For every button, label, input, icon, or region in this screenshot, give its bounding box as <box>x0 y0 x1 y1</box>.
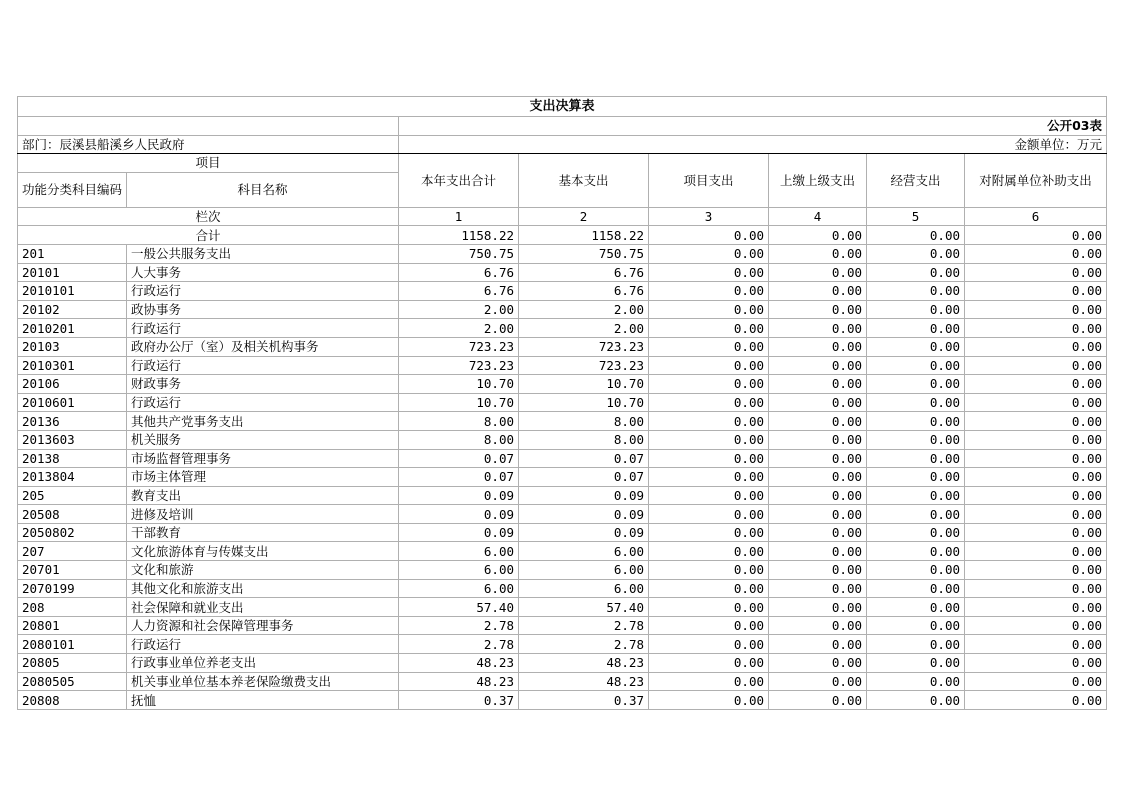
row-value: 0.00 <box>867 244 965 263</box>
table-row <box>18 337 1107 356</box>
row-value: 0.00 <box>769 375 867 394</box>
row-value: 0.00 <box>965 542 1107 561</box>
table-row <box>18 505 1107 524</box>
row-value: 0.00 <box>965 393 1107 412</box>
row-code: 20103 <box>18 337 127 356</box>
row-value: 0.00 <box>649 430 769 449</box>
row-value: 0.07 <box>519 449 649 468</box>
row-value: 0.00 <box>769 412 867 431</box>
row-name: 行政事业单位养老支出 <box>127 654 399 673</box>
table-row <box>18 319 1107 338</box>
row-value: 8.00 <box>519 412 649 431</box>
row-name: 市场主体管理 <box>127 468 399 487</box>
row-value: 0.09 <box>399 505 519 524</box>
row-name: 干部教育 <box>127 523 399 542</box>
header-code: 功能分类科目编码 <box>18 172 127 207</box>
row-value: 0.00 <box>867 542 965 561</box>
row-value: 0.00 <box>649 263 769 282</box>
row-value: 0.00 <box>867 337 965 356</box>
row-code: 20701 <box>18 561 127 580</box>
row-value: 0.00 <box>649 579 769 598</box>
row-value: 0.00 <box>965 635 1107 654</box>
row-code: 20136 <box>18 412 127 431</box>
row-value: 0.00 <box>649 337 769 356</box>
row-value: 0.00 <box>769 300 867 319</box>
row-value: 8.00 <box>399 430 519 449</box>
row-value: 0.00 <box>965 505 1107 524</box>
row-name: 一般公共服务支出 <box>127 244 399 263</box>
row-value: 0.00 <box>965 468 1107 487</box>
row-value: 0.00 <box>867 523 965 542</box>
row-value: 0.00 <box>649 319 769 338</box>
row-value: 0.00 <box>769 505 867 524</box>
row-value: 0.00 <box>867 635 965 654</box>
table-row <box>18 412 1107 431</box>
row-value: 2.00 <box>519 300 649 319</box>
row-code: 20801 <box>18 616 127 635</box>
expenditure-table <box>17 96 1107 710</box>
row-name: 抚恤 <box>127 691 399 710</box>
row-value: 0.00 <box>867 375 965 394</box>
row-value: 10.70 <box>519 375 649 394</box>
row-value: 2.78 <box>519 616 649 635</box>
row-code: 2010601 <box>18 393 127 412</box>
row-code: 20138 <box>18 449 127 468</box>
row-name: 行政运行 <box>127 393 399 412</box>
row-value: 2.78 <box>399 635 519 654</box>
table-row <box>18 393 1107 412</box>
total-value: 0.00 <box>867 226 965 245</box>
row-value: 0.00 <box>649 505 769 524</box>
row-value: 0.00 <box>965 430 1107 449</box>
row-value: 0.00 <box>867 654 965 673</box>
header-name: 科目名称 <box>127 172 399 207</box>
table-row <box>18 616 1107 635</box>
row-value: 2.78 <box>399 616 519 635</box>
row-name: 人大事务 <box>127 263 399 282</box>
row-code: 207 <box>18 542 127 561</box>
row-value: 0.00 <box>649 449 769 468</box>
row-name: 文化和旅游 <box>127 561 399 580</box>
row-value: 0.00 <box>965 598 1107 617</box>
row-value: 0.00 <box>769 430 867 449</box>
row-code: 2080101 <box>18 635 127 654</box>
row-value: 6.00 <box>519 561 649 580</box>
row-value: 0.00 <box>649 412 769 431</box>
table-row <box>18 356 1107 375</box>
row-code: 20508 <box>18 505 127 524</box>
row-value: 0.00 <box>769 635 867 654</box>
row-value: 0.00 <box>965 616 1107 635</box>
row-value: 0.00 <box>867 561 965 580</box>
row-value: 723.23 <box>399 356 519 375</box>
row-code: 20106 <box>18 375 127 394</box>
row-value: 0.00 <box>965 579 1107 598</box>
row-value: 0.00 <box>867 412 965 431</box>
row-code: 2013804 <box>18 468 127 487</box>
row-value: 0.37 <box>519 691 649 710</box>
row-value: 0.00 <box>965 691 1107 710</box>
row-value: 0.00 <box>649 244 769 263</box>
row-value: 0.00 <box>867 300 965 319</box>
table-row <box>18 579 1107 598</box>
row-value: 6.00 <box>519 579 649 598</box>
row-value: 0.09 <box>519 486 649 505</box>
total-value: 0.00 <box>649 226 769 245</box>
row-value: 0.00 <box>867 579 965 598</box>
column-number: 4 <box>769 207 867 226</box>
header-subsidy: 对附属单位补助支出 <box>965 154 1107 208</box>
row-value: 0.00 <box>649 691 769 710</box>
row-value: 0.00 <box>769 672 867 691</box>
row-name: 政府办公厅（室）及相关机构事务 <box>127 337 399 356</box>
row-value: 0.00 <box>649 598 769 617</box>
table-row <box>18 542 1107 561</box>
row-value: 0.00 <box>769 486 867 505</box>
row-value: 0.00 <box>769 598 867 617</box>
row-name: 行政运行 <box>127 356 399 375</box>
header-business: 经营支出 <box>867 154 965 208</box>
header-item: 项目 <box>18 154 399 173</box>
row-value: 0.37 <box>399 691 519 710</box>
total-label: 合计 <box>18 226 399 245</box>
row-value: 0.00 <box>867 393 965 412</box>
row-value: 48.23 <box>399 654 519 673</box>
table-row <box>18 672 1107 691</box>
row-name: 社会保障和就业支出 <box>127 598 399 617</box>
department-label: 部门：辰溪县船溪乡人民政府 <box>18 135 399 154</box>
row-value: 0.07 <box>399 449 519 468</box>
column-number: 3 <box>649 207 769 226</box>
row-value: 0.00 <box>867 263 965 282</box>
row-value: 0.00 <box>965 486 1107 505</box>
row-value: 48.23 <box>519 654 649 673</box>
row-value: 48.23 <box>519 672 649 691</box>
row-value: 0.00 <box>965 672 1107 691</box>
row-name: 政协事务 <box>127 300 399 319</box>
column-number: 1 <box>399 207 519 226</box>
row-value: 0.00 <box>965 412 1107 431</box>
row-value: 2.00 <box>519 319 649 338</box>
row-name: 其他共产党事务支出 <box>127 412 399 431</box>
row-name: 进修及培训 <box>127 505 399 524</box>
row-value: 0.07 <box>399 468 519 487</box>
row-value: 0.00 <box>965 561 1107 580</box>
row-value: 6.00 <box>399 561 519 580</box>
row-value: 0.00 <box>649 523 769 542</box>
row-value: 0.00 <box>867 430 965 449</box>
row-name: 财政事务 <box>127 375 399 394</box>
row-code: 20102 <box>18 300 127 319</box>
row-value: 0.00 <box>769 616 867 635</box>
row-value: 6.00 <box>519 542 649 561</box>
total-value: 1158.22 <box>519 226 649 245</box>
row-name: 教育支出 <box>127 486 399 505</box>
header-project: 项目支出 <box>649 154 769 208</box>
row-value: 0.09 <box>519 523 649 542</box>
row-value: 0.00 <box>649 375 769 394</box>
form-number: 公开03表 <box>399 117 1107 136</box>
row-value: 2.78 <box>519 635 649 654</box>
row-value: 723.23 <box>519 356 649 375</box>
row-value: 0.00 <box>769 282 867 301</box>
row-value: 0.00 <box>769 244 867 263</box>
expenditure-sheet <box>17 96 1106 710</box>
row-value: 0.00 <box>649 672 769 691</box>
row-value: 0.00 <box>769 337 867 356</box>
row-value: 0.07 <box>519 468 649 487</box>
total-value: 0.00 <box>769 226 867 245</box>
row-value: 0.00 <box>965 337 1107 356</box>
column-number: 6 <box>965 207 1107 226</box>
row-value: 0.00 <box>769 356 867 375</box>
header-upper: 上缴上级支出 <box>769 154 867 208</box>
row-value: 0.00 <box>649 542 769 561</box>
row-code: 20808 <box>18 691 127 710</box>
row-value: 0.00 <box>867 672 965 691</box>
row-value: 6.00 <box>399 542 519 561</box>
total-value: 1158.22 <box>399 226 519 245</box>
row-code: 20805 <box>18 654 127 673</box>
row-value: 0.00 <box>649 616 769 635</box>
row-name: 行政运行 <box>127 635 399 654</box>
row-value: 0.00 <box>867 616 965 635</box>
column-number-label: 栏次 <box>18 207 399 226</box>
row-code: 2010301 <box>18 356 127 375</box>
row-value: 0.00 <box>769 691 867 710</box>
row-value: 0.00 <box>769 319 867 338</box>
row-name: 机关事业单位基本养老保险缴费支出 <box>127 672 399 691</box>
row-name: 人力资源和社会保障管理事务 <box>127 616 399 635</box>
column-number: 2 <box>519 207 649 226</box>
row-value: 8.00 <box>399 412 519 431</box>
total-value: 0.00 <box>965 226 1107 245</box>
row-code: 2070199 <box>18 579 127 598</box>
row-value: 0.00 <box>769 579 867 598</box>
row-value: 2.00 <box>399 300 519 319</box>
row-code: 201 <box>18 244 127 263</box>
row-value: 0.00 <box>965 523 1107 542</box>
table-row <box>18 244 1107 263</box>
row-value: 0.00 <box>769 542 867 561</box>
row-value: 0.00 <box>965 654 1107 673</box>
row-value: 0.00 <box>769 561 867 580</box>
table-row <box>18 300 1107 319</box>
row-value: 0.00 <box>769 263 867 282</box>
row-value: 0.00 <box>649 282 769 301</box>
row-value: 10.70 <box>399 375 519 394</box>
row-value: 0.09 <box>519 505 649 524</box>
row-code: 2010201 <box>18 319 127 338</box>
row-value: 0.00 <box>649 635 769 654</box>
unit-label: 金额单位：万元 <box>399 135 1107 154</box>
row-value: 0.00 <box>867 356 965 375</box>
row-value: 0.00 <box>867 282 965 301</box>
row-name: 行政运行 <box>127 282 399 301</box>
row-value: 723.23 <box>519 337 649 356</box>
row-value: 0.00 <box>649 561 769 580</box>
table-row <box>18 449 1107 468</box>
row-value: 57.40 <box>399 598 519 617</box>
table-row <box>18 654 1107 673</box>
header-total: 本年支出合计 <box>399 154 519 208</box>
table-row <box>18 523 1107 542</box>
row-value: 0.00 <box>649 654 769 673</box>
row-code: 2080505 <box>18 672 127 691</box>
row-value: 0.00 <box>649 300 769 319</box>
row-name: 市场监督管理事务 <box>127 449 399 468</box>
row-value: 0.00 <box>867 598 965 617</box>
row-value: 0.00 <box>965 319 1107 338</box>
row-code: 2010101 <box>18 282 127 301</box>
table-row <box>18 430 1107 449</box>
table-row <box>18 635 1107 654</box>
row-value: 0.00 <box>649 393 769 412</box>
row-name: 文化旅游体育与传媒支出 <box>127 542 399 561</box>
row-value: 48.23 <box>399 672 519 691</box>
row-value: 0.00 <box>867 505 965 524</box>
row-code: 2050802 <box>18 523 127 542</box>
row-value: 57.40 <box>519 598 649 617</box>
row-value: 0.00 <box>965 263 1107 282</box>
table-row <box>18 468 1107 487</box>
row-value: 6.76 <box>519 263 649 282</box>
row-value: 6.76 <box>399 263 519 282</box>
row-code: 20101 <box>18 263 127 282</box>
row-name: 其他文化和旅游支出 <box>127 579 399 598</box>
row-value: 0.00 <box>965 356 1107 375</box>
table-row <box>18 598 1107 617</box>
row-value: 0.00 <box>965 375 1107 394</box>
row-value: 6.76 <box>399 282 519 301</box>
row-value: 0.00 <box>867 486 965 505</box>
row-value: 0.00 <box>649 356 769 375</box>
row-value: 10.70 <box>399 393 519 412</box>
row-value: 0.00 <box>649 468 769 487</box>
table-row <box>18 375 1107 394</box>
row-value: 2.00 <box>399 319 519 338</box>
row-value: 0.00 <box>965 244 1107 263</box>
row-value: 0.00 <box>769 468 867 487</box>
header-basic: 基本支出 <box>519 154 649 208</box>
row-value: 10.70 <box>519 393 649 412</box>
table-row <box>18 486 1107 505</box>
row-value: 750.75 <box>519 244 649 263</box>
row-value: 0.00 <box>965 282 1107 301</box>
row-value: 0.00 <box>769 393 867 412</box>
row-value: 0.00 <box>965 449 1107 468</box>
table-title: 支出决算表 <box>18 97 1107 117</box>
row-value: 6.00 <box>399 579 519 598</box>
table-row <box>18 561 1107 580</box>
row-code: 205 <box>18 486 127 505</box>
row-value: 0.00 <box>769 654 867 673</box>
table-row <box>18 263 1107 282</box>
row-name: 行政运行 <box>127 319 399 338</box>
row-value: 0.00 <box>649 486 769 505</box>
row-value: 0.00 <box>867 319 965 338</box>
table-row <box>18 691 1107 710</box>
row-name: 机关服务 <box>127 430 399 449</box>
row-value: 0.00 <box>867 468 965 487</box>
row-value: 0.09 <box>399 523 519 542</box>
row-value: 0.00 <box>965 300 1107 319</box>
row-value: 0.00 <box>769 523 867 542</box>
form-blank <box>18 117 399 136</box>
row-value: 8.00 <box>519 430 649 449</box>
row-value: 6.76 <box>519 282 649 301</box>
row-value: 0.00 <box>769 449 867 468</box>
row-value: 0.00 <box>867 449 965 468</box>
row-value: 750.75 <box>399 244 519 263</box>
column-number: 5 <box>867 207 965 226</box>
row-value: 0.00 <box>867 691 965 710</box>
row-code: 2013603 <box>18 430 127 449</box>
row-value: 0.09 <box>399 486 519 505</box>
row-value: 723.23 <box>399 337 519 356</box>
table-row <box>18 282 1107 301</box>
row-code: 208 <box>18 598 127 617</box>
